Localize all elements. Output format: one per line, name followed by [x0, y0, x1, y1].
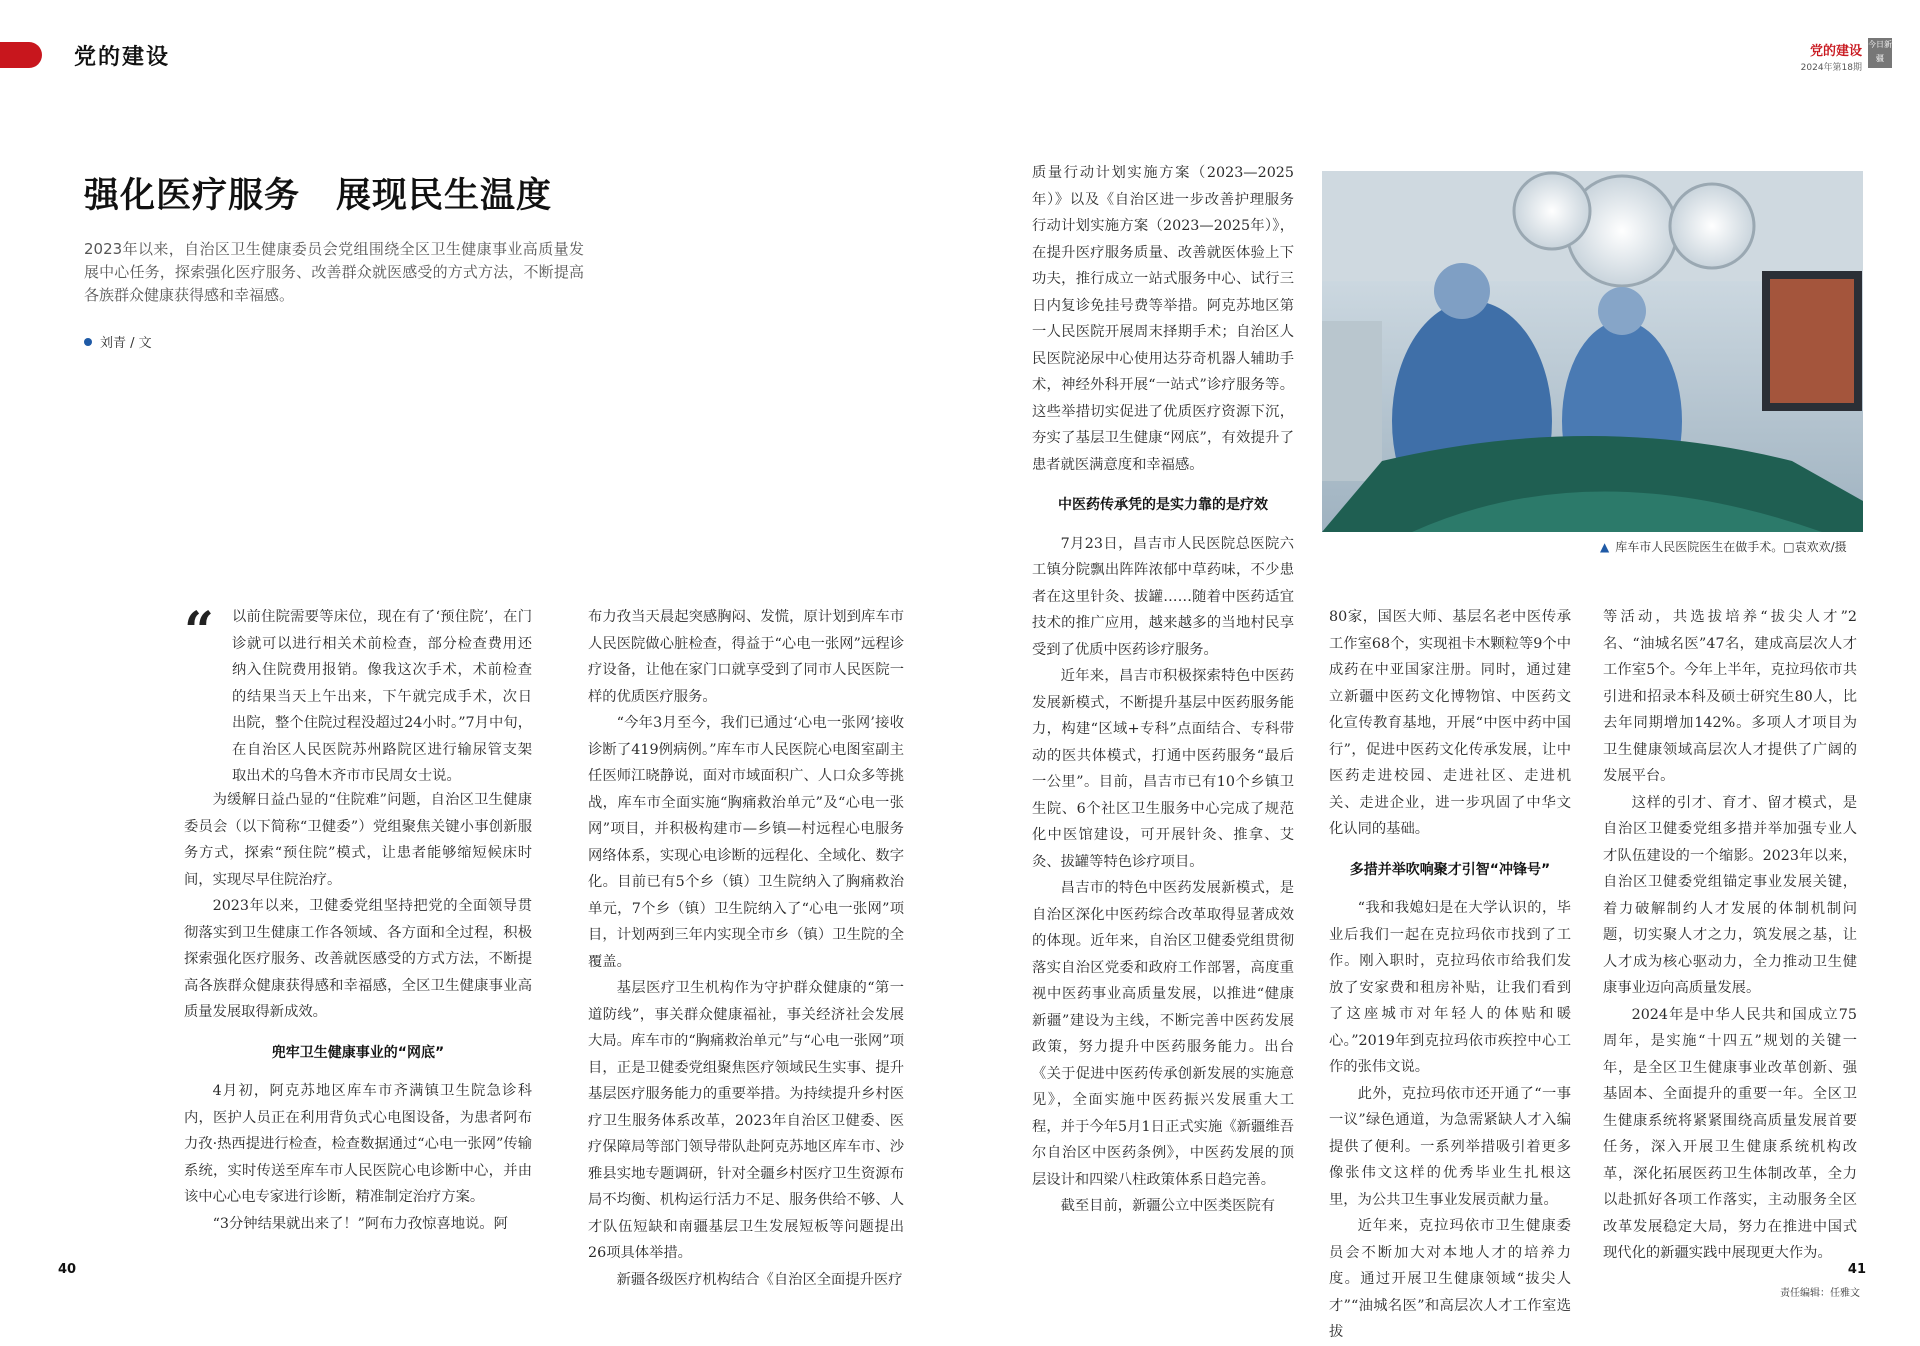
column-1-lower — [184, 787, 532, 1237]
surgery-photo-image — [1322, 171, 1863, 532]
paragraph: 布力孜当天晨起突感胸闷、发慌，原计划到库车市人民医院做心脏检查，得益于“心电一张网”远程诊疗设备，让他在家门口就享受到了同市人民医院一样的优质医疗服务。 — [588, 609, 904, 705]
paragraph: 截至目前，新疆公立中医类医院有 — [1060, 1198, 1276, 1214]
byline — [84, 332, 152, 351]
paragraph: 4月初，阿克苏地区库车市齐满镇卫生院急诊科内，医护人员正在利用背负式心电图设备，为患者阿布力孜·热西提进行检查，检查数据通过“心电一张网”传输系统，实时传送至库车市人民医院心电诊断中心，并由该中心心电专家进行诊断，精准制定治疗方案。 — [184, 1083, 532, 1205]
photo-caption — [1600, 538, 1847, 555]
section-title: 党的建设 — [74, 44, 171, 70]
page-number-left: 40 — [58, 1262, 77, 1277]
section-tab-marker — [0, 42, 42, 68]
paragraph: 基层医疗卫生机构作为守护群众健康的“第一道防线”，事关群众健康福祉，事关经济社会发展大局。库车市的“胸痛救治单元”与“心电一张网”项目，正是卫健委党组聚焦医疗领域民生实事、提升基层医疗服务能力的重要举措。为持续提升乡村医疗卫生服务体系改革，2023年自治区卫健委、医疗保障局等部门领导带队赴阿克苏地区库车市、沙雅县实地专题调研，针对全疆乡村医疗卫生资源布局不均衡、机构运行活力不足、服务供给不够、人才队伍短缺和南疆基层卫生发展短板等问题提出26项具体举措。 — [588, 980, 904, 1261]
caption-triangle-icon: ▲ — [1600, 540, 1610, 554]
paragraph: 2024年是中华人民共和国成立75周年，是实施“十四五”规划的关键一年，是全区卫生健康事业改革创新、强基固本、全面提升的重要一年。全区卫生健康系统将紧紧围绕高质量发展首要任务，深入开展卫生健康系统机构改革，深化拓展医药卫生体制改革，全力以赴抓好各项工作落实，主动服务全区改革发展稳定大局，努力在推进中国式现代化的新疆实践中展现更大作为。 — [1603, 1006, 1857, 1261]
column-5 — [1603, 604, 1857, 1267]
paragraph: 80家，国医大师、基层名老中医传承工作室68个，实现祖卡木颗粒等9个中成药在中亚国家注册。同时，通过建立新疆中医药文化博物馆、中医药文化宣传教育基地，开展“中医中药中国行”，促进中医药文化传承发展，让中医药走进校园、走进社区、走进机关、走进企业，进一步巩固了中华文化认同的基础。 — [1329, 609, 1571, 837]
subheading: 中医药传承凭的是实力靠的是疗效 — [1058, 497, 1268, 513]
running-header-title: 党的建设 — [1809, 44, 1862, 59]
paragraph: 这样的引才、育才、留才模式，是自治区卫健委党组多措并举加强专业人才队伍建设的一个缩影。2023年以来，自治区卫健委党组锚定事业发展关键，着力破解制约人才发展的体制机制问题，切实聚人才之力，筑发展之基，让人才成为核心驱动力，全力推动卫生健康事业迈向高质量发展。 — [1603, 794, 1857, 996]
running-header-issue: 2024年第18期 — [1800, 63, 1862, 73]
editor-credit: 责任编辑：任雅文 — [1780, 1288, 1860, 1299]
byline-text: 刘青 / 文 — [100, 336, 152, 351]
magazine-logo-box — [1868, 38, 1892, 68]
byline-dot — [84, 338, 92, 346]
column-1 — [232, 604, 532, 790]
column-3 — [1032, 160, 1294, 1220]
running-header — [1801, 40, 1862, 73]
quote-mark-icon: “ — [184, 601, 214, 662]
paragraph: “3分钟结果就出来了！”阿布力孜惊喜地说。阿 — [212, 1215, 508, 1232]
paragraph: “我和我媳妇是在大学认识的，毕业后我们一起在克拉玛依市找到了工作。刚入职时，克拉玛依市给我们发放了安家费和租房补贴，让我们看到了这座城市对年轻人的体贴和暖心。”2019年到克拉玛依市疾控中心工作的张伟文说。 — [1329, 900, 1571, 1075]
column-4 — [1329, 604, 1571, 1346]
paragraph: 新疆各级医疗机构结合《自治区全面提升医疗 — [616, 1271, 903, 1288]
page-number-right: 41 — [1847, 1262, 1866, 1277]
paragraph: 近年来，克拉玛依市卫生健康委员会不断加大对本地人才的培养力度。通过开展卫生健康领域“拔尖人才”“油城名医”和高层次人才工作室选拔 — [1329, 1218, 1571, 1340]
article-intro: 2023年以来，自治区卫生健康委员会党组围绕全区卫生健康事业高质量发展中心任务，探索强化医疗服务、改善群众就医感受的方式方法，不断提高各族群众健康获得感和幸福感。 — [84, 240, 584, 304]
paragraph: 7月23日，昌吉市人民医院总医院六工镇分院飘出阵阵浓郁中草药味，不少患者在这里针灸、拔罐……随着中医药适宜技术的推广应用，越来越多的当地村民享受到了优质中医药诊疗服务。 — [1032, 535, 1294, 658]
paragraph: 等活动，共选拔培养“拔尖人才”2名、“油城名医”47名，建成高层次人才工作室5个。今年上半年，克拉玛依市共引进和招录本科及硕士研究生80人，比去年同期增加142%。多项人才项目为卫生健康领域高层次人才提供了广阔的发展平台。 — [1603, 609, 1857, 784]
paragraph: 昌吉市的特色中医药发展新模式，是自治区深化中医药综合改革取得显著成效的体现。近年来，自治区卫健委党组贯彻落实自治区党委和政府工作部署，高度重视中医药事业高质量发展，以推进“健康新疆”建设为主线，不断完善中医药发展政策，努力提升中医药服务能力。出台《关于促进中医药传承创新发展的实施意见》，全面实施中医药振兴发展重大工程，并于今年5月1日正式实施《新疆维吾尔自治区中医药条例》，中医药发展的顶层设计和四梁八柱政策体系日趋完善。 — [1032, 880, 1294, 1188]
surgery-photo — [1322, 171, 1863, 532]
paragraph: 此外，克拉玛依市还开通了“一事一议”绿色通道，为急需紧缺人才入编提供了便利。一系列举措吸引着更多像张伟文这样的优秀毕业生扎根这里，为公共卫生事业发展贡献力量。 — [1329, 1085, 1571, 1208]
paragraph: 以前住院需要等床位，现在有了‘预住院’，在门诊就可以进行相关术前检查，部分检查费用还纳入住院费用报销。像我这次手术，术前检查的结果当天上午出来，下午就完成手术，次日出院，整个住院过程没超过24小时。”7月中旬，在自治区人民医院苏州路院区进行输尿管支架取出术的乌鲁木齐市市民周女士说。 — [232, 609, 532, 784]
subheading: 兜牢卫生健康事业的“网底” — [271, 1044, 445, 1061]
paragraph: “今年3月至今，我们已通过‘心电一张网’接收诊断了419例病例。”库车市人民医院心电图室副主任医师江晓静说，面对市域面积广、人口众多等挑战，库车市全面实施“胸痛救治单元”及“心电一张网”项目，并积极构建市—乡镇—村远程心电服务网络体系，实现心电诊断的远程化、全域化、数字化。目前已有5个乡（镇）卫生院纳入了胸痛救治单元，7个乡（镇）卫生院纳入了“心电一张网”项目，计划两到三年内实现全市乡（镇）卫生院的全覆盖。 — [588, 715, 904, 970]
paragraph: 质量行动计划实施方案（2023—2025年）》以及《自治区进一步改善护理服务行动计划实施方案（2023—2025年）》，在提升医疗服务质量、改善就医体验上下功夫，推行成立一站式服务中心、试行三日内复诊免挂号费等举措。阿克苏地区第一人民医院开展周末择期手术；自治区人民医院泌尿中心使用达芬奇机器人辅助手术，神经外科开展“一站式”诊疗服务等。这些举措切实促进了优质医疗资源下沉，夯实了基层卫生健康“网底”，有效提升了患者就医满意度和幸福感。 — [1032, 165, 1294, 473]
photo-caption-text: 库车市人民医院医生在做手术。□袁欢欢/摄 — [1615, 540, 1847, 554]
paragraph: 近年来，昌吉市积极探索特色中医药发展新模式，不断提升基层中医药服务能力，构建“区域+专科”点面结合、专科带动的医共体模式，打通中医药服务“最后一公里”。目前，昌吉市已有10个乡镇卫生院、6个社区卫生服务中心完成了规范化中医馆建设，可开展针灸、推拿、艾灸、拔罐等特色诊疗项目。 — [1032, 668, 1294, 870]
paragraph: 为缓解日益凸显的“住院难”问题，自治区卫生健康委员会（以下简称“卫健委”）党组聚焦关键小事创新服务方式，探索“预住院”模式，让患者能够缩短候床时间，实现尽早住院治疗。 — [184, 792, 532, 888]
magazine-logo-text: 今日新疆 — [1868, 40, 1892, 63]
paragraph: 2023年以来，卫健委党组坚持把党的全面领导贯彻落实到卫生健康工作各领域、各方面和全过程，积极探索强化医疗服务、改善就医感受的方式方法，不断提高各族群众健康获得感和幸福感，全区卫生健康事业高质量发展取得新成效。 — [184, 898, 532, 1020]
article-title: 强化医疗服务 展现民生温度 — [84, 176, 553, 216]
column-2 — [588, 604, 904, 1293]
subheading: 多措并举吹响聚才引智“冲锋号” — [1349, 861, 1551, 878]
